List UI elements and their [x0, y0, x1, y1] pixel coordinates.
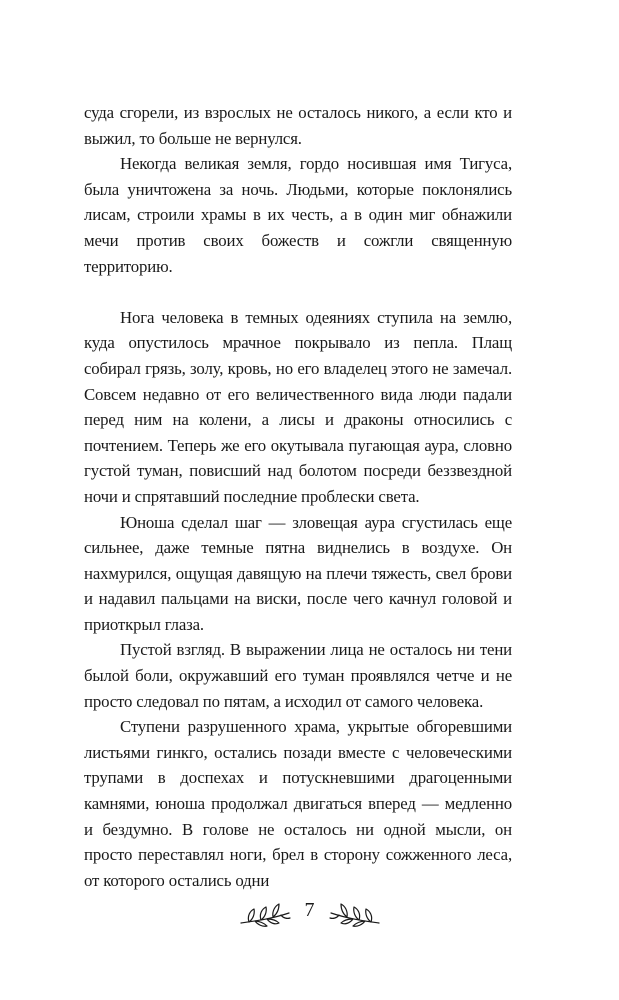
paragraph: Некогда великая земля, гордо носившая имя Тигуса, была уничтожена за ночь. Людьми, которые поклонялись лисам, строили храмы в их честь, а в один миг обнажили мечи против своих божеств и сожгли священную территорию. [84, 154, 512, 276]
leaf-branch-icon [327, 899, 383, 931]
paragraph: Нога человека в темных одеяниях ступила на землю, куда опустилось мрачное покрывало из пепла. Плащ собирал грязь, золу, кровь, но его владелец этого не замечал. Совсем недавно от его величественного вида люди падали перед ним на колени, а лисы и драконы относились с почтением. Теперь же его окутывала пугающая аура, словно густой туман, повисший над болотом посреди беззвездной ночи и спрятавший последние проблески света. [84, 307, 512, 506]
leaf-branch-icon [237, 899, 293, 931]
page-number: 7 [304, 898, 315, 921]
paragraph-continuation: суда сгорели, из взрослых не осталось никого, а если кто и выжил, то больше не вернулся. [84, 103, 512, 148]
page-body [84, 100, 512, 893]
paragraph: Юноша сделал шаг — зловещая аура сгустилась еще сильнее, даже темные пятна виднелись в воздухе. Он нахмурился, ощущая давящую на плечи тяжесть, свел брови и надавил пальцами на виски, после чего качнул головой и приоткрыл глаза. [84, 512, 512, 634]
paragraph: Пустой взгляд. В выражении лица не осталось ни тени былой боли, окружавший его туман проявлялся четче и не просто следовал по пятам, а исходил от самого человека. [84, 640, 512, 711]
paragraph: Ступени разрушенного храма, укрытые обгоревшими листьями гинкго, остались позади вместе с человеческими трупами в доспехах и потускневшими драгоценными камнями, юноша продолжал двигаться вперед — медленно и бездумно. В голове не осталось ни одной мысли, он просто переставлял ноги, брел в сторону сожженного леса, от которого остались одни [84, 717, 512, 890]
page-footer [0, 895, 619, 935]
